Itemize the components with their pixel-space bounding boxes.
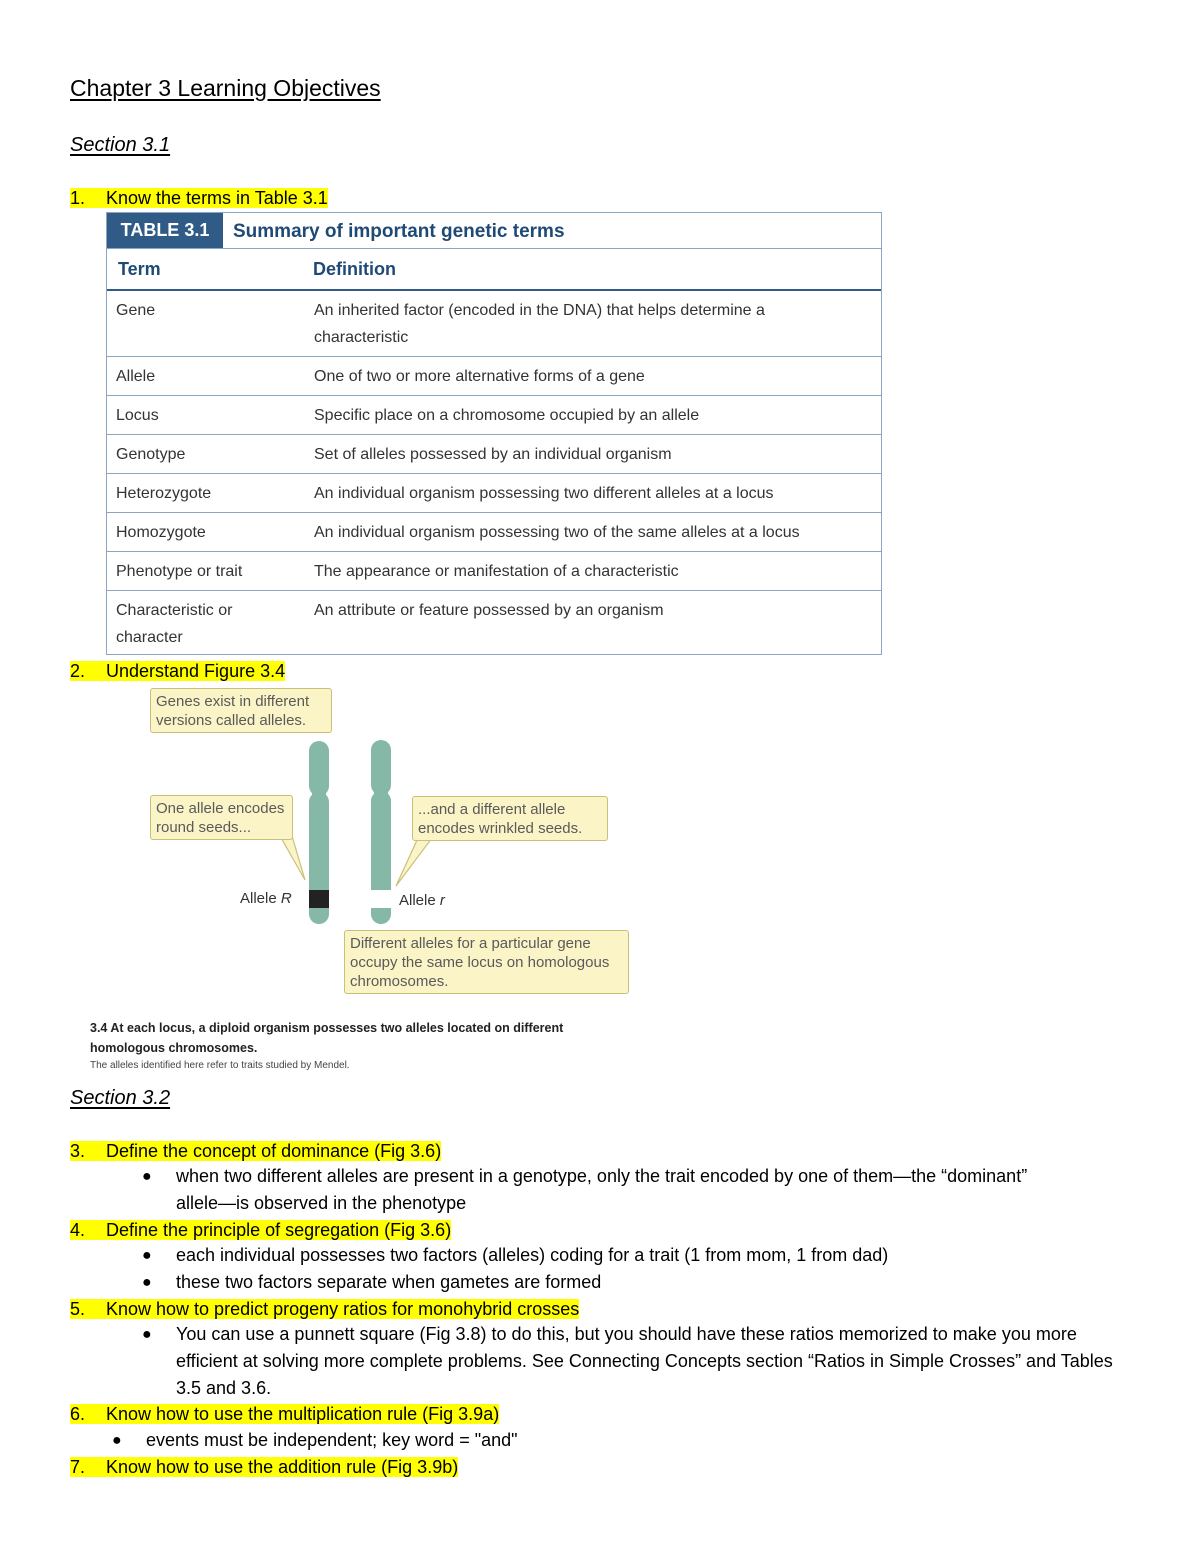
term-cell: Locus xyxy=(116,407,159,424)
bullet-text: these two factors separate when gametes are formed xyxy=(176,1272,602,1292)
objective-3 xyxy=(70,1139,441,1163)
objective-text: Know how to use the addition rule (Fig 3.9b) xyxy=(106,1457,459,1477)
allele-symbol: r xyxy=(439,892,445,909)
callout-wrinkled-seeds: ...and a different allele encodes wrinkled seeds. xyxy=(412,796,608,841)
chromosome-right xyxy=(371,740,391,924)
objective-text: Define the concept of dominance (Fig 3.6) xyxy=(106,1141,442,1161)
bullet-text: You can use a punnett square (Fig 3.8) to do this, but you should have these ratios memorized to make you more efficient at solving more complete problems. See Connecting Concepts section “Ratios in Simple Crosses” and Tables 3.5 and 3.6. xyxy=(176,1324,1113,1398)
objective-number: 4. xyxy=(70,1220,86,1240)
allele-symbol: R xyxy=(280,890,292,907)
definition-cell: The appearance or manifestation of a characteristic xyxy=(314,563,679,580)
bullet-dot: ● xyxy=(142,1326,152,1343)
bullet-dot: ● xyxy=(142,1168,152,1185)
callout-pointer-right xyxy=(396,838,432,886)
objective-text: Know the terms in Table 3.1 xyxy=(106,188,328,208)
bullet-dot: ● xyxy=(142,1274,152,1291)
bullet-text: events must be independent; key word = "and" xyxy=(146,1430,518,1450)
column-header-definition: Definition xyxy=(313,259,396,279)
section-heading-3-1: Section 3.1 xyxy=(70,134,171,156)
label-allele-r xyxy=(399,892,445,909)
objective-text: Know how to use the multiplication rule (Fig 3.9a) xyxy=(106,1404,500,1424)
term-cell: Allele xyxy=(116,368,156,385)
table-caption: Summary of important genetic terms xyxy=(233,221,565,242)
definition-cell: An individual organism possessing two different alleles at a locus xyxy=(314,485,774,502)
definition-cell: An attribute or feature possessed by an organism xyxy=(314,602,664,619)
callout-alleles: Genes exist in different versions called alleles. xyxy=(150,688,332,733)
section-heading-3-2: Section 3.2 xyxy=(70,1087,171,1109)
bullet-text: each individual possesses two factors (alleles) coding for a trait (1 from mom, 1 from dad) xyxy=(176,1245,889,1265)
objective-number: 1. xyxy=(70,188,86,208)
definition-cell: Specific place on a chromosome occupied by an allele xyxy=(314,407,700,424)
bullet-4b xyxy=(142,1269,1076,1296)
page-title: Chapter 3 Learning Objectives xyxy=(70,75,381,101)
figure-caption: 3.4 At each locus, a diploid organism possesses two alleles located on different homologous chromosomes. xyxy=(90,1021,564,1055)
objective-number: 2. xyxy=(70,661,86,681)
term-cell: Phenotype or trait xyxy=(116,563,243,580)
allele-R-locus xyxy=(309,890,329,908)
term-cell: Genotype xyxy=(116,446,186,463)
term-cell: Homozygote xyxy=(116,524,206,541)
allele-label-prefix: Allele xyxy=(399,892,440,909)
objective-number: 3. xyxy=(70,1141,86,1161)
allele-r-locus xyxy=(371,890,391,908)
bullet-4a xyxy=(142,1242,1076,1269)
figure-note: The alleles identified here refer to traits studied by Mendel. xyxy=(90,1060,350,1071)
callout-round-seeds: One allele encodes round seeds... xyxy=(150,795,293,840)
label-allele-R xyxy=(240,890,292,907)
chromosome-left xyxy=(309,741,329,924)
definition-cell: One of two or more alternative forms of a gene xyxy=(314,368,645,385)
callout-pointer-left xyxy=(280,836,305,880)
bullet-dot: ● xyxy=(142,1247,152,1264)
term-cell: Characteristic or character xyxy=(116,602,233,646)
table-tag: TABLE 3.1 xyxy=(107,213,223,248)
bullet-6a xyxy=(112,1427,1046,1454)
bullet-dot: ● xyxy=(112,1432,122,1449)
term-cell: Heterozygote xyxy=(116,485,212,502)
objective-5 xyxy=(70,1297,579,1321)
objective-text: Define the principle of segregation (Fig 3.6) xyxy=(106,1220,452,1240)
objective-7 xyxy=(70,1455,458,1479)
callout-same-locus: Different alleles for a particular gene occupy the same locus on homologous chromosomes. xyxy=(344,930,629,994)
definition-cell: An inherited factor (encoded in the DNA) that helps determine a characteristic xyxy=(314,302,765,346)
objective-4 xyxy=(70,1218,451,1242)
bullet-text: when two different alleles are present in a genotype, only the trait encoded by one of them—the “dominant” allele—is observed in the phenotype xyxy=(176,1166,1028,1213)
objective-6 xyxy=(70,1402,499,1426)
allele-label-prefix: Allele xyxy=(240,890,281,907)
objective-text: Understand Figure 3.4 xyxy=(106,661,286,681)
bullet-3a xyxy=(142,1163,1056,1217)
objective-number: 6. xyxy=(70,1404,86,1424)
definition-cell: An individual organism possessing two of the same alleles at a locus xyxy=(314,524,800,541)
column-header-term: Term xyxy=(118,259,161,279)
term-cell: Gene xyxy=(116,302,156,319)
objective-number: 5. xyxy=(70,1299,86,1319)
objective-number: 7. xyxy=(70,1457,86,1477)
objective-text: Know how to predict progeny ratios for monohybrid crosses xyxy=(106,1299,580,1319)
bullet-5a xyxy=(142,1321,1136,1402)
definition-cell: Set of alleles possessed by an individual organism xyxy=(314,446,672,463)
